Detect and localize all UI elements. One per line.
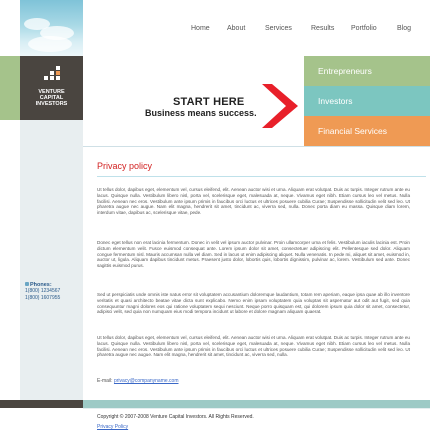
footer-band-teal xyxy=(304,400,430,408)
email-label: E-mail: xyxy=(97,378,113,384)
content-paragraph: Sed ut perspiciatis unde omnis iste natus error sit voluptatem accusantium doloremque laudantium, totam rem aperiam, eaque ipsa quae ab illo inventore veritatis et quasi architecto beatae vitae dicta sunt explicabo. Nemo enim ipsam voluptatem quia voluptas sit aspernatur aut odit aut fugit, sed quia consequuntur magni dolores eos qui ratione voluptatem sequi nesciunt. Neque porro quisquam est, qui dolorem ipsum quia dolor sit amet, consectetur, adipisci velit, sed quia non numquam eius modi tempora incidunt ut labore et dolore magnam aliquam quaerat. xyxy=(97,292,410,315)
hero-title: START HERE xyxy=(173,96,245,108)
logo-line-2: CAPITAL xyxy=(39,95,64,101)
nav-about[interactable]: About xyxy=(227,25,246,32)
phone-number: 1(800) 1607955 xyxy=(25,294,61,301)
side-menu xyxy=(304,56,430,146)
phone-number: 1(800) 1234567 xyxy=(25,288,61,294)
email-link[interactable]: privacy@companyname.com xyxy=(113,378,179,384)
title-divider xyxy=(97,176,426,177)
chevron-right-icon xyxy=(262,84,298,128)
page-title: Privacy policy xyxy=(97,161,153,171)
nav-blog[interactable]: Blog xyxy=(397,25,412,32)
nav-results[interactable]: Results xyxy=(311,25,335,32)
footer-band-teal xyxy=(83,400,304,408)
logo-line-1: VENTURE xyxy=(38,89,65,95)
header-divider xyxy=(83,146,430,147)
content-paragraph: Donec eget tellus non erat lacinia fermentum. Donec in velit vel ipsum auctor pulvinar. Proin ullamcorper urna et felis. Vestibulum iaculis lacinia est. Proin dictum elementum velit. Fusce euismod consequat ante. Lorem ipsum dolor sit amet, consectetuer adipiscing elit. Pellentesque sed dolor. Aliquam congue fermentum nisl. Mauris accumsan nulla vel diam. Sed in lacus ut enim adipiscing aliquet. Nulla venenatis. In pede mi, aliquet sit amet, euismod in, auctor ut, ligula. Aliquam dapibus tincidunt metus. Praesent justo dolor, lobortis quis, lobortis dignissim, pulvinar ac, lorem. Vestibulum sed ante. Donec sagittis euismod purus. xyxy=(97,240,410,269)
menu-item-entrepreneurs[interactable]: Entrepreneurs xyxy=(304,56,430,86)
nav-portfolio[interactable]: Portfolio xyxy=(351,25,377,32)
footer-privacy-link[interactable]: Privacy Policy xyxy=(97,424,129,430)
logo-line-3: INVESTORS xyxy=(35,101,68,107)
left-accent-band xyxy=(0,56,20,120)
logo-mark-icon xyxy=(44,66,60,80)
footer-divider xyxy=(83,408,430,409)
footer-copyright: Copyright © 2007-2008 Venture Capital Investors. All Rights Reserved. xyxy=(97,414,254,420)
menu-item-investors[interactable]: Investors xyxy=(304,86,430,116)
phones-block xyxy=(25,282,60,301)
email-line xyxy=(97,378,179,384)
nav-home[interactable]: Home xyxy=(191,25,210,32)
cloud-shape xyxy=(28,36,72,52)
menu-item-financial-services[interactable]: Financial Services xyxy=(304,116,430,146)
site-logo[interactable] xyxy=(20,56,83,120)
header-sky-image xyxy=(20,0,83,56)
sidebar-panel xyxy=(20,120,83,400)
phone-icon xyxy=(25,282,29,286)
content-paragraph: Ut tellus dolor, dapibus eget, elementum vel, cursus eleifend, elit. Aenean auctor wisi et urna. Aliquam erat volutpat. Duis ac turpis. Integer rutrum ante eu lacus. Quisque nulla. Vestibulum libero nisl, porta vel, scelerisque eget, malesuada at, neque. Vivamus eget nibh. Etiam cursus leo vel metus. Nulla facilisi. Aenean nec eros. Vestibulum ante ipsum primis in faucibus orci luctus et ultrices posuere cubilia Curae; Suspendisse sollicitudin velit sed leo. Ut pharetra augue nec augue. Nam elit magna, hendrerit sit amet, tincidunt ac, viverra sed, nulla. Donec porta diam eu massa. Quisque diam lorem, interdum vitae, dapibus ac, scelerisque vitae, pede. xyxy=(97,187,410,216)
hero-subtitle: Business means success. xyxy=(145,108,257,118)
footer-band-dark xyxy=(0,400,83,408)
logo-text xyxy=(20,89,83,107)
content-paragraph: Ut tellus dolor, dapibus eget, elementum vel, cursus eleifend, elit. Aenean auctor wisi et urna. Aliquam erat volutpat. Duis ac turpis. Integer rutrum ante eu lacus. Quisque nulla. Vestibulum libero nisl, porta vel, scelerisque eget, malesuada at, neque. Vivamus eget nibh. Etiam cursus leo vel metus. Nulla facilisi. Aenean nec eros. Vestibulum ante ipsum primis in faucibus orci luctus et ultrices posuere cubilia Curae; Suspendisse sollicitudin velit sed leo. Ut pharetra augue nec augue. Nam elit magna, hendrerit sit amet, tincidunt ac, viverra sed, nulla. xyxy=(97,335,410,358)
phones-title-label: Phones: xyxy=(30,282,52,288)
nav-services[interactable]: Services xyxy=(265,25,292,32)
